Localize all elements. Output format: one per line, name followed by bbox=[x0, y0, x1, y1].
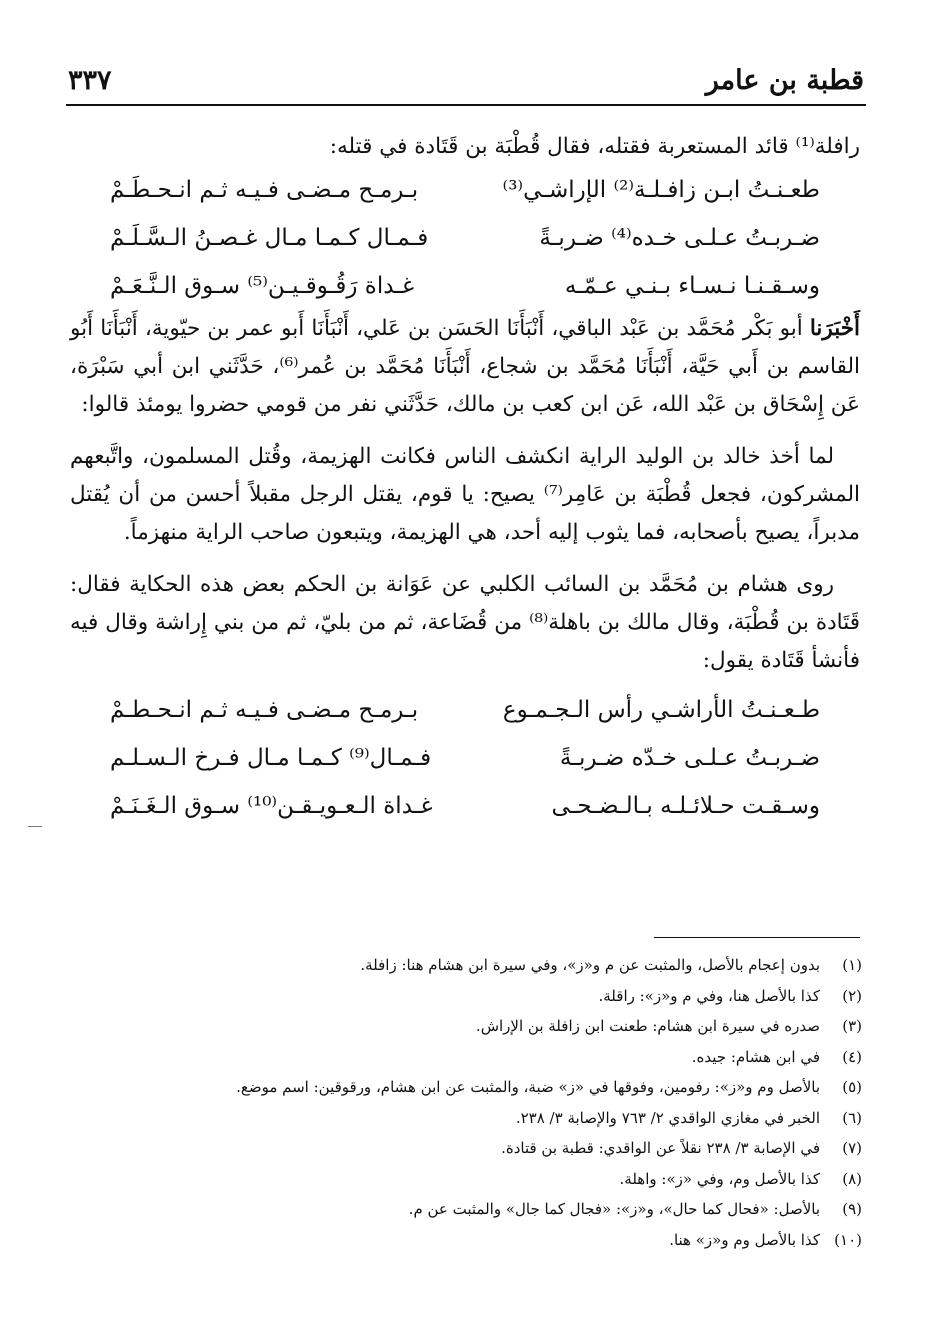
footnote bbox=[170, 1011, 862, 1042]
footnote bbox=[170, 1042, 862, 1073]
footnote-text: في الإصابة ٣/ ٢٣٨ نقلاً عن الواقدي: قطبة بن قتادة. bbox=[501, 1139, 820, 1157]
verse-first-hemistich: ضـربـتُ عـلـى خـده⁽⁴⁾ ضـربـةً bbox=[539, 225, 820, 251]
footnote-number: (٤) bbox=[842, 1047, 862, 1066]
paragraph-3: لما أخذ خالد بن الوليد الراية انكشف الناس فكانت الهزيمة، وقُتل المسلمون، واتَّبعهم المشركون، فجعل قُطْبَة بن عَامِر⁽⁷⁾ يصيح: يا قوم، يقتل الرجل مقبلاً أحسن من أن يُقتل مدبراً، يصيح بأصحابه، فما يثوب إليه أحد، هي الهزيمة، ويتبعون صاحب الراية منهزماً. bbox=[70, 444, 860, 545]
footnote bbox=[170, 1133, 862, 1164]
footnote-text: في ابن هشام: جيده. bbox=[691, 1047, 820, 1066]
verse-first-hemistich: طعـنـتُ ابـن زافـلـة⁽²⁾ الإراشـي⁽³⁾ bbox=[502, 177, 820, 203]
verse-line bbox=[70, 166, 860, 214]
footnote bbox=[170, 981, 862, 1012]
footnote-number: (٩) bbox=[842, 1200, 862, 1218]
footnote bbox=[170, 1103, 862, 1134]
paragraph-4: روى هشام بن مُحَمَّد بن السائب الكلبي عن عَوَانة بن الحكم بعض هذه الحكاية فقال: قَتَادة بن قُطْبَة، وقال مالك بن باهلة⁽⁸⁾ من قُضَاعة، ثم من بليّ، ثم من بني إِراشة وقال فيه فأنشأ قَتَادة يقول: bbox=[70, 572, 860, 673]
verse-second-hemistich: فـمـال كـمـا مـال غـصـنُ الـسَّـلَـمْ bbox=[110, 225, 429, 251]
isnad-text: أبو بَكْر مُحَمَّد بن عَبْد الباقي، أَنْبَأَنَا الحَسَن بن عَلي، أَنْبَأَنَا أَبو عمر بن حيّوية، أَنْبَأَنَا أَبُو القاسم بن أَبي حَيَّة، أَنْبَأَنَا مُحَمَّد بن شجاع، أَنْبَأَنَا مُحَمَّد بن عُمر⁽⁶⁾، حَدَّثَني ابن أبي سَبْرَة، عَن إِسْحَاق بن عَبْد الله، عَن ابن كعب بن مالك، حَدَّثَني نفر من قومي حضروا يومئذ قالوا: bbox=[70, 316, 860, 417]
footnote-number: (١) bbox=[842, 956, 862, 974]
verse-line bbox=[70, 782, 860, 830]
verse-line bbox=[70, 214, 860, 262]
footnote-separator bbox=[654, 937, 860, 938]
footnote-text: كذا بالأصل هنا، وفي م و«ز»: راقلة. bbox=[598, 986, 820, 1005]
footnote-text: بدون إعجام بالأصل، والمثبت عن م و«ز»، وفي سيرة ابن هشام هنا: زافلة. bbox=[360, 956, 820, 974]
footnote-text: الخبر في مغازي الواقدي ٢/ ٧٦٣ والإصابة ٣/ ٢٣٨. bbox=[515, 1108, 820, 1127]
verse-second-hemistich: غـداة الـعـويـقـن⁽¹⁰⁾ سـوق الـغَـنَـمْ bbox=[110, 793, 433, 819]
footnote-number: (٥) bbox=[842, 1078, 862, 1096]
verse-second-hemistich: فـمـال⁽⁹⁾ كـمـا مـال فـرخ الـسـلـم bbox=[110, 745, 432, 771]
page-number: ٣٣٧ bbox=[68, 65, 112, 96]
footnote-text: بالأصل وم و«ز»: رفومين، وفوقها في «ز» ضبة، والمثبت عن ابن هشام، ورقوقين: اسم موضع. bbox=[236, 1078, 820, 1096]
running-title: قطبة بن عامر bbox=[705, 65, 864, 96]
main-text bbox=[70, 128, 860, 830]
verse-first-hemistich: وسـقـنـا نـسـاء بـنـي عـمّـه bbox=[564, 273, 820, 299]
footnote bbox=[170, 1194, 862, 1225]
verse-block-1 bbox=[70, 166, 860, 310]
footnote-number: (٨) bbox=[842, 1169, 862, 1188]
verse-line bbox=[70, 262, 860, 310]
footnote-text: بالأصل: «فحال كما حال»، و«ز»: «فجال كما جال» والمثبت عن م. bbox=[408, 1200, 820, 1218]
verse-block-2 bbox=[70, 686, 860, 830]
footnote-text: صدره في سيرة ابن هشام: طعنت ابن زافلة بن الإراش. bbox=[475, 1017, 820, 1035]
verse-line bbox=[70, 734, 860, 782]
verse-line bbox=[70, 686, 860, 734]
verse-first-hemistich: طـعـنـتُ الأراشـي رأس الـجـمـوع bbox=[502, 697, 820, 723]
running-header bbox=[68, 56, 864, 96]
footnote bbox=[170, 950, 862, 981]
verse-second-hemistich: بـرمـح مـضـى فـيـه ثـم انـحـطَـمْ bbox=[110, 177, 419, 203]
footnote-number: (٦) bbox=[842, 1108, 862, 1127]
margin-mark bbox=[28, 826, 42, 827]
footnote-number: (٣) bbox=[842, 1017, 862, 1035]
footnote-number: (١٠) bbox=[834, 1230, 862, 1249]
verse-first-hemistich: وسـقـت حـلائـلـه بـالـضـحـى bbox=[551, 793, 820, 819]
footnotes bbox=[170, 950, 862, 1255]
paragraph-1: رافلة⁽¹⁾ قائد المستعربة فقتله، فقال قُطْبَة بن قَتَادة في قتله: bbox=[329, 134, 860, 159]
footnote-number: (٧) bbox=[842, 1139, 862, 1157]
verse-second-hemistich: غـداة رَقُـوقـيـن⁽⁵⁾ سـوق الـنَّـعَـمْ bbox=[110, 273, 415, 299]
footnote bbox=[170, 1225, 862, 1256]
footnote-text: كذا بالأصل وم، وفي «ز»: واهلة. bbox=[619, 1169, 820, 1188]
verse-first-hemistich: ضـربـتُ عـلـى خـدّه ضـربـةً bbox=[559, 745, 820, 771]
isnad-lead-word: أَخْبَرَنا bbox=[809, 316, 861, 341]
footnote-text: كذا بالأصل وم و«ز» هنا. bbox=[669, 1230, 820, 1249]
footnote-number: (٢) bbox=[842, 986, 862, 1005]
footnote bbox=[170, 1164, 862, 1195]
footnote bbox=[170, 1072, 862, 1103]
paragraph-2 bbox=[70, 310, 860, 424]
header-rule bbox=[66, 104, 866, 106]
verse-second-hemistich: بـرمـح مـضـى فـيـه ثـم انـحـطـمْ bbox=[110, 697, 419, 723]
